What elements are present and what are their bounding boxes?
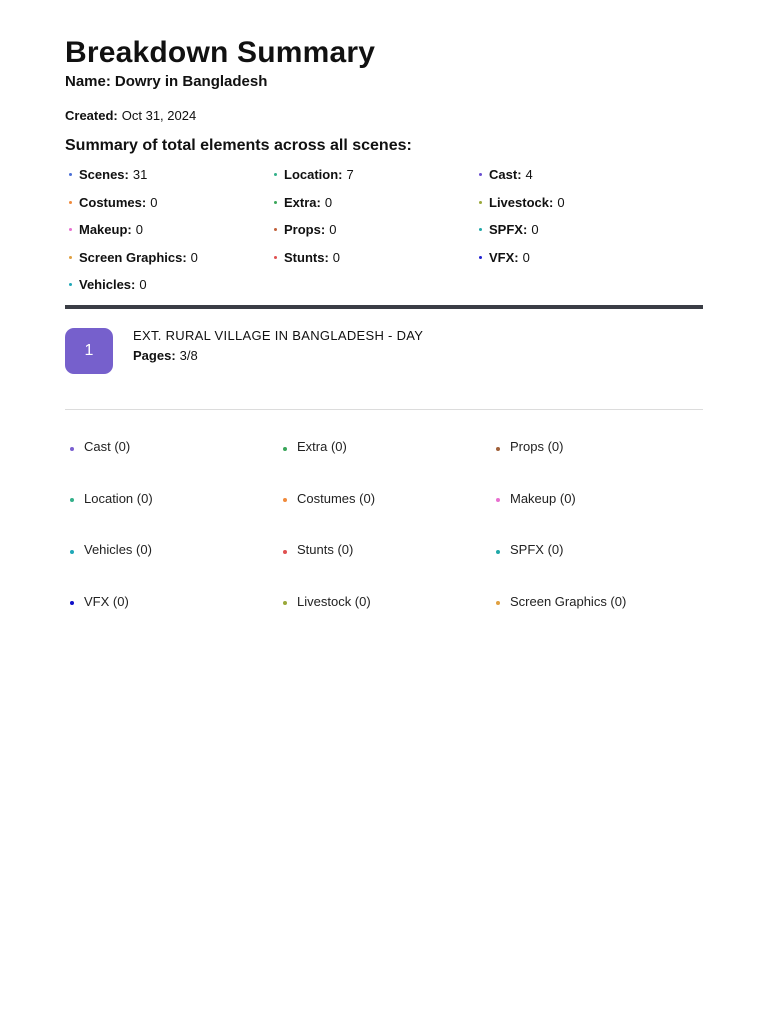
summary-item-extra	[274, 189, 479, 217]
scene-element-props	[496, 437, 709, 457]
bullet-dot-icon	[69, 283, 72, 286]
bullet-dot-icon	[274, 201, 277, 204]
summary-value: 0	[135, 222, 143, 237]
bullet-dot-icon	[496, 447, 500, 451]
scene-element-label: Livestock (0)	[297, 593, 371, 609]
bullet-dot-icon	[70, 498, 74, 502]
summary-value: 0	[139, 277, 147, 292]
summary-label: Stunts :	[284, 250, 329, 265]
summary-value: 0	[329, 222, 337, 237]
bullet-dot-icon	[479, 201, 482, 204]
scene-element-label: Props (0)	[510, 439, 564, 454]
summary-label: VFX :	[489, 250, 519, 265]
summary-value: 0	[190, 249, 198, 265]
scene-pages	[133, 347, 198, 365]
scene-element-vehicles	[70, 540, 283, 560]
scene-element-label: Extra (0)	[297, 439, 347, 454]
scene-element-label: Stunts (0)	[297, 542, 354, 557]
scene-element-vfx	[70, 592, 283, 612]
summary-item-costumes	[69, 189, 274, 217]
summary-label: Makeup :	[79, 222, 132, 237]
scene-element-label: Vehicles (0)	[84, 542, 152, 557]
summary-label: Extra :	[284, 195, 321, 210]
summary-label: Livestock :	[489, 195, 553, 210]
summary-item-vehicles	[69, 271, 274, 299]
bullet-dot-icon	[70, 550, 74, 554]
summary-label: Cast :	[489, 167, 522, 182]
summary-item-spfx	[479, 216, 707, 244]
summary-value: 0	[332, 249, 341, 265]
bullet-dot-icon	[69, 228, 72, 231]
scene-heading: EXT. RURAL VILLAGE IN BANGLADESH - DAY	[133, 328, 424, 343]
bullet-dot-icon	[496, 601, 500, 605]
scene-element-costumes	[283, 489, 496, 509]
project-name	[65, 72, 703, 92]
scene-element-extra	[283, 437, 496, 457]
created-date	[65, 107, 703, 125]
summary-label: Scenes :	[79, 167, 129, 182]
summary-item-livestock	[479, 189, 707, 217]
summary-value: 0	[531, 222, 539, 237]
project-name-label: Name:	[65, 73, 111, 90]
scene-element-stunts	[283, 540, 496, 560]
summary-item-stunts	[274, 244, 479, 272]
scene-number-badge: 1	[65, 328, 113, 374]
summary-item-vfx	[479, 244, 707, 272]
summary-list	[69, 161, 703, 299]
summary-label: Costumes :	[79, 195, 146, 210]
created-value: Oct 31, 2024	[121, 108, 197, 123]
bullet-dot-icon	[283, 498, 287, 502]
bullet-dot-icon	[69, 201, 72, 204]
summary-label: Location :	[284, 167, 343, 182]
section-divider	[65, 305, 703, 309]
scene-element-label: Makeup (0)	[510, 490, 576, 506]
scene-element-label: Costumes (0)	[297, 490, 376, 506]
summary-value: 0	[557, 194, 565, 210]
scene-elements-list	[70, 437, 709, 612]
bullet-dot-icon	[496, 550, 500, 554]
bullet-dot-icon	[70, 601, 74, 605]
project-name-value: Dowry in Bangladesh	[114, 73, 268, 90]
bullet-dot-icon	[479, 173, 482, 176]
scene-element-label: Screen Graphics (0)	[510, 593, 627, 609]
bullet-dot-icon	[283, 601, 287, 605]
bullet-dot-icon	[69, 256, 72, 259]
bullet-dot-icon	[69, 173, 72, 176]
scene-element-location	[70, 489, 283, 509]
summary-value: 7	[346, 167, 354, 182]
bullet-dot-icon	[283, 550, 287, 554]
summary-item-cast	[479, 161, 707, 189]
created-label: Created:	[65, 108, 118, 123]
breakdown-summary-page	[65, 36, 703, 299]
bullet-dot-icon	[283, 447, 287, 451]
summary-label: Screen Graphics :	[79, 250, 187, 265]
summary-heading: Summary of total elements across all scenes:	[65, 137, 412, 154]
bullet-dot-icon	[479, 256, 482, 259]
scene-element-cast	[70, 437, 283, 457]
summary-value: 0	[522, 249, 530, 265]
scene-element-makeup	[496, 489, 709, 509]
summary-item-screen-graphics	[69, 244, 274, 272]
page-title: Breakdown Summary	[65, 36, 376, 69]
summary-item-props	[274, 216, 479, 244]
scene-element-livestock	[283, 592, 496, 612]
summary-label: SPFX :	[489, 222, 527, 237]
scene-divider	[65, 409, 703, 410]
scene-element-spfx	[496, 540, 709, 560]
scene-element-label: SPFX (0)	[510, 542, 564, 557]
summary-value: 0	[324, 194, 333, 210]
bullet-dot-icon	[496, 498, 500, 502]
summary-value: 31	[132, 167, 148, 182]
summary-value: 0	[150, 194, 158, 210]
summary-item-makeup	[69, 216, 274, 244]
bullet-dot-icon	[274, 228, 277, 231]
scene-pages-value: 3/8	[179, 348, 198, 363]
scene-element-label: Cast (0)	[84, 439, 131, 454]
bullet-dot-icon	[274, 256, 277, 259]
bullet-dot-icon	[70, 447, 74, 451]
bullet-dot-icon	[274, 173, 277, 176]
summary-label: Vehicles :	[79, 277, 135, 292]
scene-element-label: Location (0)	[84, 490, 153, 506]
scene-pages-label: Pages :	[133, 348, 176, 363]
summary-value: 4	[525, 167, 533, 182]
scene-element-label: VFX (0)	[84, 593, 129, 609]
summary-item-scenes	[69, 161, 274, 189]
scene-element-screen-graphics	[496, 592, 709, 612]
bullet-dot-icon	[479, 228, 482, 231]
summary-item-location	[274, 161, 479, 189]
summary-label: Props :	[284, 222, 325, 237]
